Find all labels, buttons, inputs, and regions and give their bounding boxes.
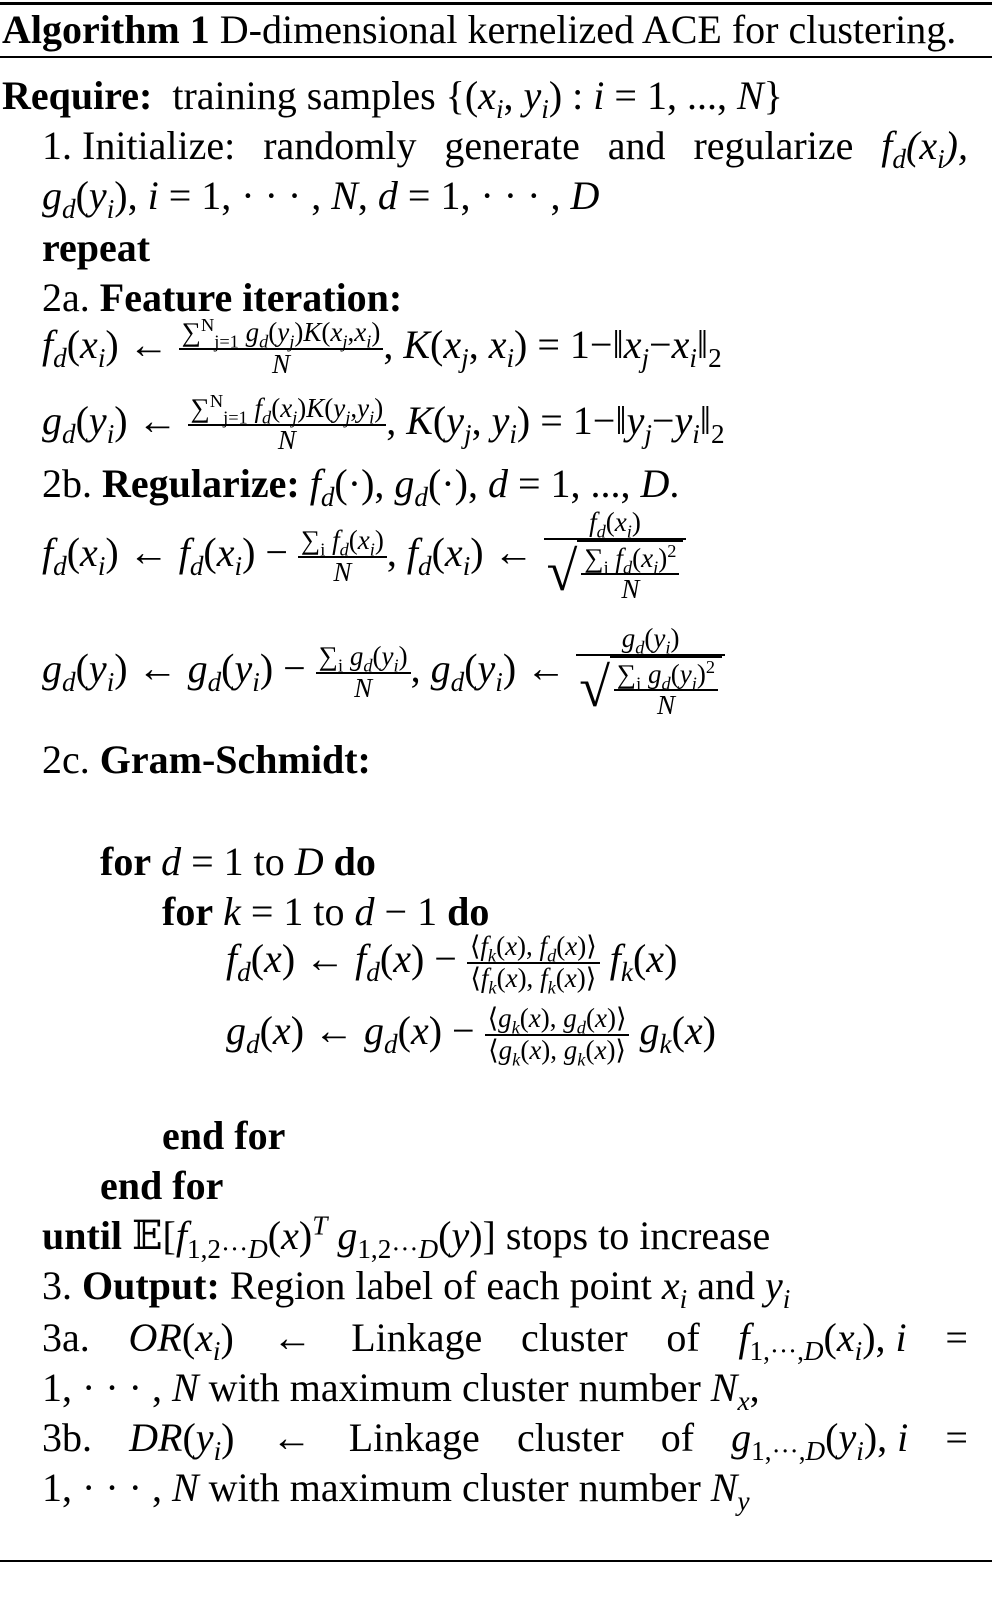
step3b-cont-line: 1, · · · , N with maximum cluster number $N_y$ (42, 1465, 750, 1516)
for-outer-keyword: for (100, 839, 152, 884)
require-line (2, 73, 783, 124)
step2b-text: $f_d(\cdot)$, $g_d(\cdot)$, d = 1, ..., D. (309, 461, 680, 512)
for-inner-keyword: for (162, 889, 214, 934)
step3-line (42, 1263, 791, 1314)
until-text: $𝔼[f_{1,2\cdot\cdot\cdot D}(x)^T$ $g_{1,2\cdot\cdot\cdot D}(y)$] stops to increase (132, 1210, 771, 1264)
step2b-num: 2b. (42, 461, 92, 506)
step3-keyword: Output: (82, 1263, 220, 1308)
algorithm-title: D-dimensional kernelized ACE for clustering. (219, 7, 957, 52)
do-inner-keyword: do (447, 889, 490, 934)
until-line (42, 1210, 771, 1264)
algorithm-caption (2, 7, 957, 52)
caption-rule (0, 56, 992, 58)
step2c-keyword: Gram-Schmidt: (99, 737, 371, 782)
regularize-eq-f: $f_d(x_i)$ ← $f_d(x_i)$ − $\frac{\sum_i f_d(x_i)}{N}$ , $f_d(x_i)$ ← $f_d(x_i)$ √ $\frac{\sum_i f_d(x_i)^2}{N}$ (42, 508, 686, 605)
step3a-cont-line: 1, · · · , N with maximum cluster number $N_x$, (42, 1365, 760, 1416)
require-text: training samples {($x_i$, $y_i$) : i = 1, ..., N} (172, 73, 783, 124)
until-keyword: until (42, 1213, 123, 1258)
step2b-line (42, 461, 680, 512)
step1-label: 1. Initialize: (42, 123, 236, 168)
top-rule (0, 2, 992, 5)
step3-num: 3. (42, 1263, 72, 1308)
for-inner-line: for k = 1 to d − 1 do (162, 889, 490, 934)
require-keyword: Require: (2, 73, 153, 118)
regularize-eq-g: $g_d(y_i)$ ← $g_d(y_i)$ − $\frac{\sum_i g_d(y_i)}{N}$ , $g_d(y_i)$ ← $g_d(y_i)$ √ $\frac{\sum_i g_d(y_i)^2}{N}$ (42, 624, 725, 721)
step2b-keyword: Regularize: (102, 461, 300, 506)
end-for-outer: end for (100, 1163, 224, 1208)
step2c-line (42, 737, 371, 782)
gram-schmidt-eq-f: $f_d(x)$ ← $f_d(x)$ − $\frac{⟨f_k(x), f_d(x)⟩}{⟨f_k(x), f_k(x)⟩}$ $f_k(x)$ (226, 931, 678, 998)
step3-text: Region label of each point $x_i$ and $y_i$ (229, 1263, 791, 1314)
step1-line: 1. Initialize: randomly generate and regularize $f_d(x_i)$, (42, 123, 968, 174)
step3a-line: 3a. $OR(x_i)$ ← Linkage cluster of $f_{1,\cdot\cdot\cdot,D}(x_i)$, i = (42, 1315, 968, 1366)
gram-schmidt-eq-g: $g_d(x)$ ← $g_d(x)$ − $\frac{⟨g_k(x), g_d(x)⟩}{⟨g_k(x), g_k(x)⟩}$ $g_k(x)$ (226, 1003, 716, 1070)
step1-cont-line: $g_d(y_i)$, i = 1, · · · , N, d = 1, · · · , D (42, 173, 600, 224)
step1-fd: $f_d(x_i)$, (881, 123, 968, 174)
step2a-num: 2a. (42, 275, 90, 320)
feature-eq-g: $g_d(y_i)$ ← $\frac{\sum^N_{j=1} f_d(x_j)K(y_j,y_i)}{N}$ , $K(y_j$, $y_i$) = $1-‖y_j-y_i‖_2$ (42, 391, 725, 455)
step2a-line (42, 275, 403, 320)
for-outer-line: for d = 1 to D do (100, 839, 376, 884)
do-outer-keyword: do (333, 839, 376, 884)
repeat-keyword: repeat (42, 225, 151, 270)
bottom-rule (0, 1560, 992, 1562)
step2a-keyword: Feature iteration: (99, 275, 403, 320)
step3b-line: 3b. $DR(y_i)$ ← Linkage cluster of $g_{1,\cdot\cdot\cdot,D}(y_i)$, i = (42, 1415, 968, 1466)
algorithm-label: Algorithm 1 (2, 7, 210, 52)
feature-eq-f: $f_d(x_i)$ ← $\frac{\sum^N_{j=1} g_d(y_j)K(x_j,x_i)}{N}$ , $K(x_j$, $x_i$) = $1-‖x_j-x_i‖_2$ (42, 315, 722, 379)
step2c-num: 2c. (42, 737, 90, 782)
end-for-inner: end for (162, 1113, 286, 1158)
